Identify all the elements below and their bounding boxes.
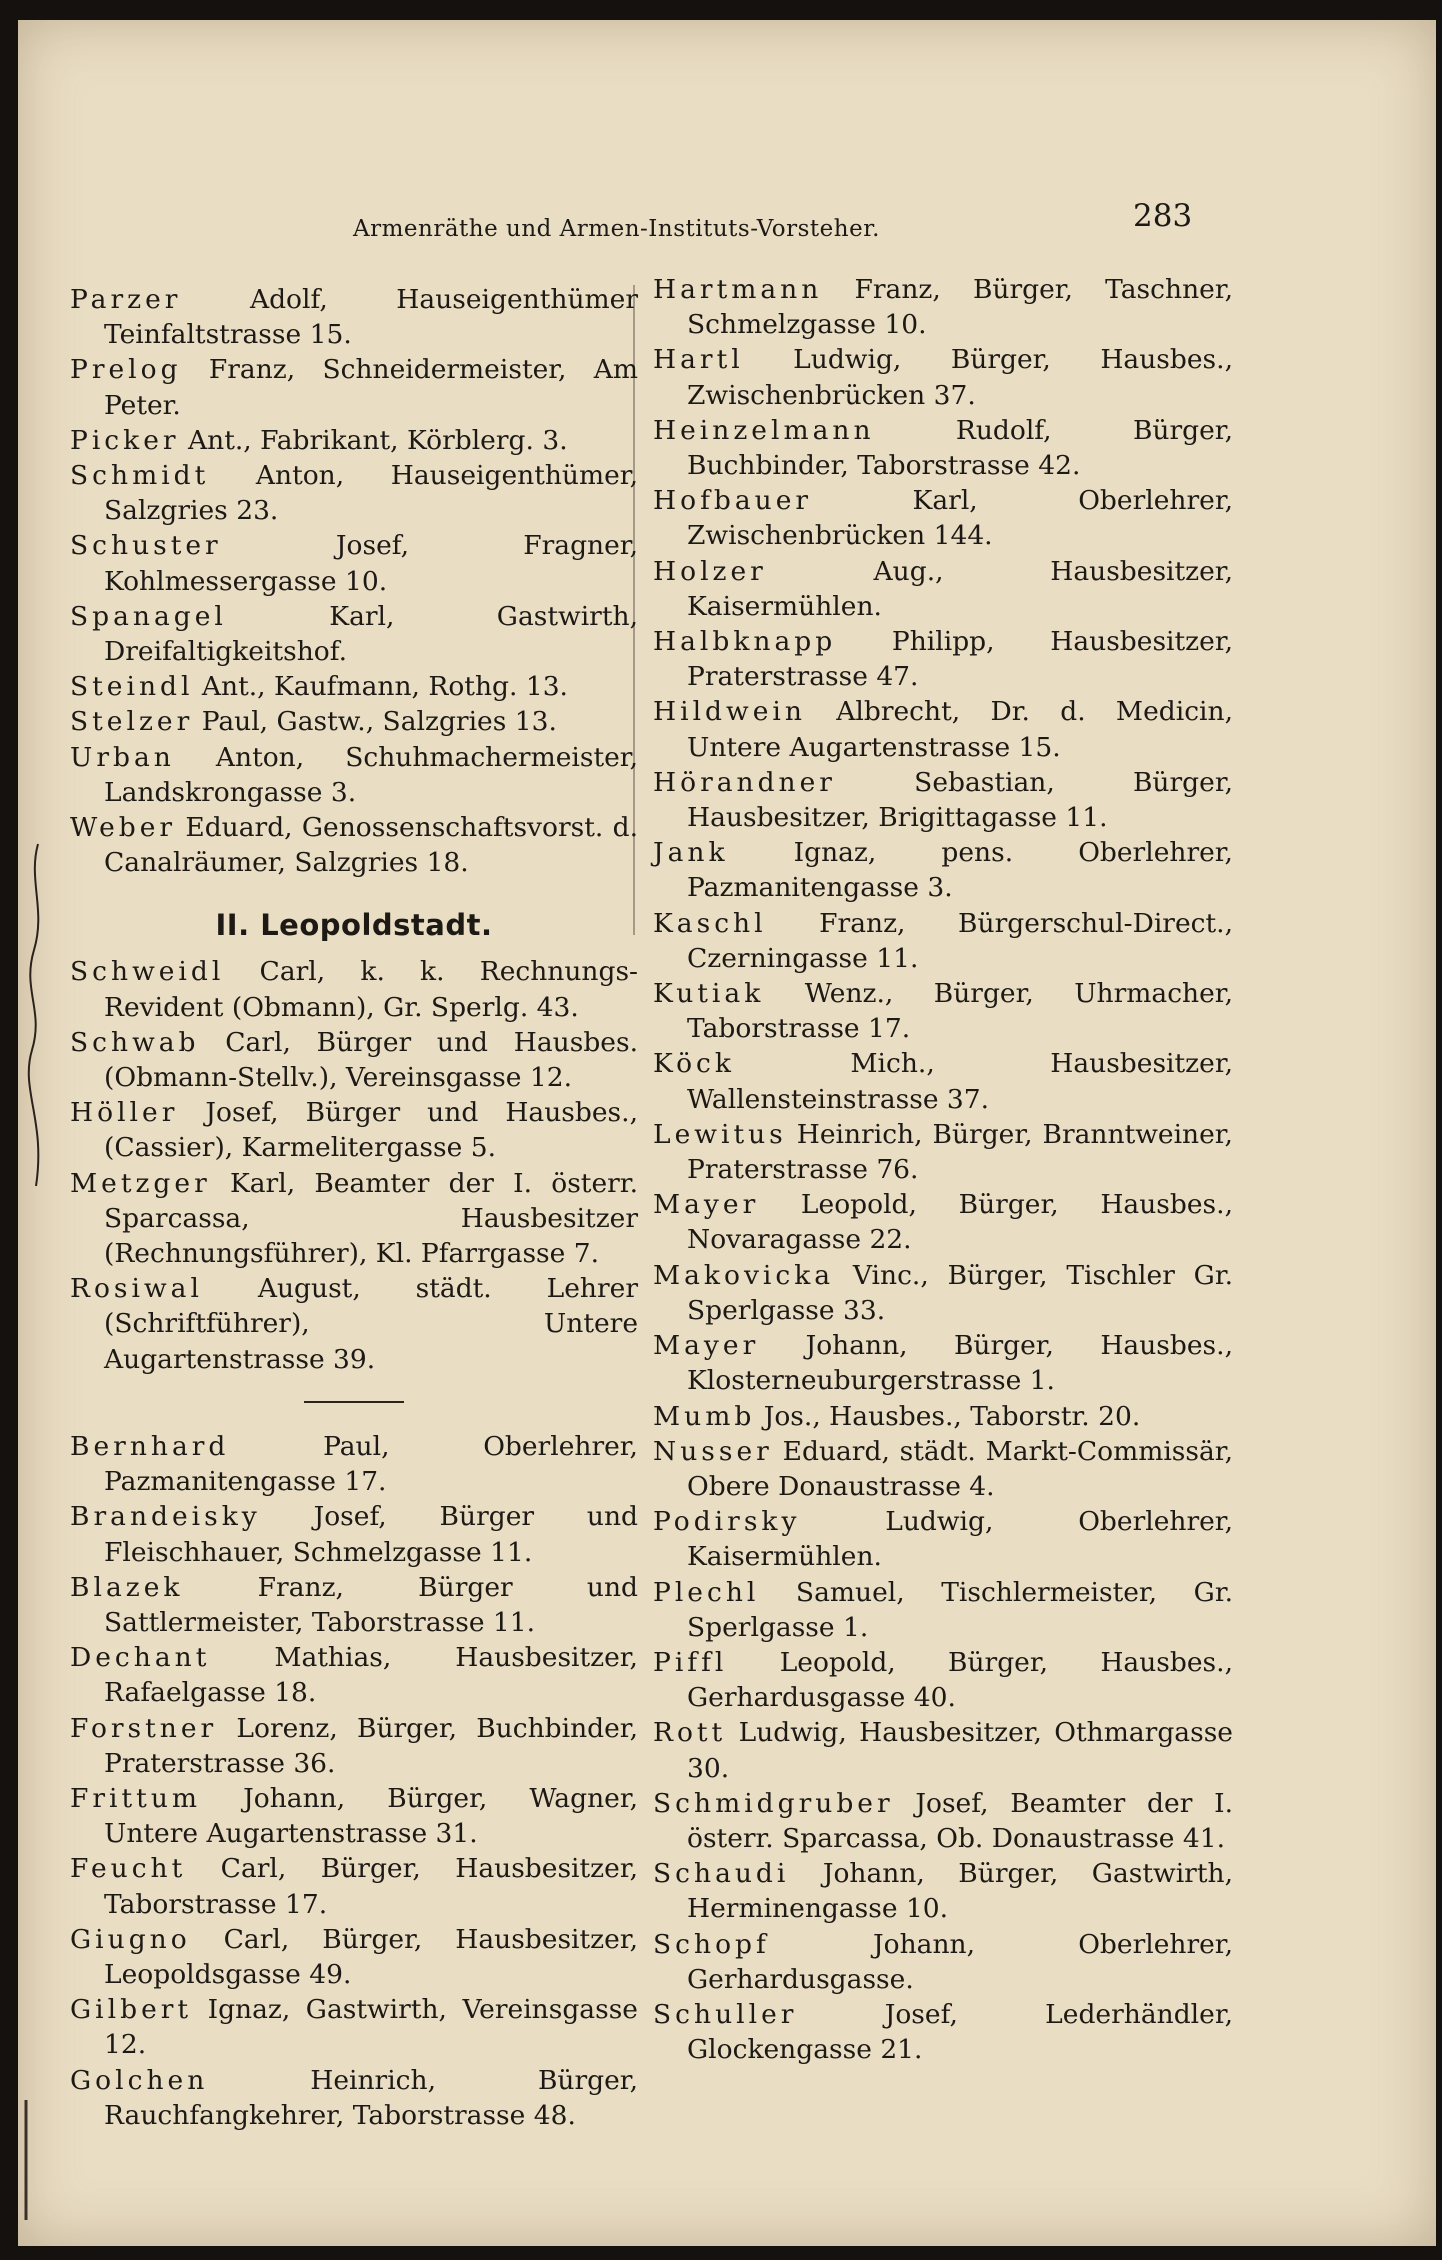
entry-details: Eduard, städt. Markt-Commissär, Obere Donaustrasse 4. bbox=[687, 1435, 1233, 1502]
entry-details: Karl, Oberlehrer, Zwischenbrücken 144. bbox=[687, 485, 1233, 552]
entry-details: August, städt. Lehrer (Schriftführer), Untere Augartenstrasse 39. bbox=[104, 1273, 638, 1375]
entry-surname: Schmidgruber bbox=[653, 1787, 894, 1819]
list-entry bbox=[653, 1434, 1233, 1504]
entry-surname: Holzer bbox=[653, 555, 767, 587]
entry-details: Ludwig, Hausbesitzer, Othmargasse 30. bbox=[687, 1717, 1233, 1784]
list-entry bbox=[653, 1328, 1233, 1398]
entry-details: Aug., Hausbesitzer, Kaisermühlen. bbox=[687, 555, 1233, 622]
entry-surname: Bernhard bbox=[70, 1430, 230, 1462]
pencil-margin-mark bbox=[24, 840, 50, 1190]
entry-details: Ant., Fabrikant, Körblerg. 3. bbox=[179, 424, 568, 456]
entry-details: Leopold, Bürger, Hausbes., Novaragasse 22. bbox=[687, 1189, 1233, 1256]
entry-surname: Schmidt bbox=[70, 460, 210, 492]
list-entry bbox=[70, 1271, 638, 1377]
entry-surname: Brandeisky bbox=[70, 1501, 261, 1533]
separator-rule bbox=[304, 1401, 404, 1403]
entry-surname: Halbknapp bbox=[653, 626, 837, 658]
entry-details: Paul, Gastw., Salzgries 13. bbox=[193, 706, 557, 738]
list-entry bbox=[653, 1399, 1233, 1434]
entry-surname: Podirsky bbox=[653, 1506, 801, 1538]
entry-surname: Schwab bbox=[70, 1026, 200, 1058]
list-entry bbox=[70, 1640, 638, 1710]
list-entry bbox=[70, 1095, 638, 1165]
entry-details: Johann, Bürger, Wagner, Untere Augartenstrasse 31. bbox=[104, 1782, 638, 1850]
entry-list-top bbox=[70, 282, 638, 880]
entry-details: Ludwig, Oberlehrer, Kaisermühlen. bbox=[687, 1506, 1233, 1573]
entry-surname: Makovicka bbox=[653, 1259, 835, 1291]
entry-details: Karl, Beamter der I. österr. Sparcassa, Hausbesitzer (Rechnungsführer), Kl. Pfarrgasse 7. bbox=[104, 1167, 638, 1270]
entry-details: Franz, Bürger, Taschner, Schmelzgasse 10. bbox=[687, 274, 1233, 341]
entry-details: Ignaz, Gastwirth, Vereinsgasse 12. bbox=[104, 1994, 638, 2061]
list-entry bbox=[653, 413, 1233, 483]
list-entry bbox=[70, 810, 638, 880]
list-entry bbox=[70, 704, 638, 739]
entry-details: Anton, Schuhmachermeister, Landskrongasse 3. bbox=[104, 741, 638, 808]
list-entry bbox=[70, 1570, 638, 1640]
entry-details: Philipp, Hausbesitzer, Praterstrasse 47. bbox=[687, 626, 1233, 693]
list-entry bbox=[653, 1715, 1233, 1785]
list-entry bbox=[70, 1992, 638, 2062]
entry-surname: Köck bbox=[653, 1048, 735, 1080]
entry-details: Anton, Hauseigenthümer, Salzgries 23. bbox=[104, 460, 638, 527]
entry-surname: Mayer bbox=[653, 1330, 760, 1362]
list-entry bbox=[653, 624, 1233, 694]
list-entry bbox=[653, 1645, 1233, 1715]
list-entry bbox=[653, 694, 1233, 764]
entry-list-bottom bbox=[70, 1429, 638, 2133]
entry-details: Heinrich, Bürger, Branntweiner, Praterstrasse 76. bbox=[687, 1118, 1233, 1186]
entry-details: Vinc., Bürger, Tischler Gr. Sperlgasse 33. bbox=[687, 1259, 1233, 1326]
entry-details: Franz, Schneidermeister, Am Peter. bbox=[104, 354, 638, 421]
list-entry bbox=[70, 669, 638, 704]
entry-surname: Heinzelmann bbox=[653, 414, 875, 446]
entry-details: Johann, Oberlehrer, Gerhardusgasse. bbox=[687, 1928, 1233, 1995]
entry-surname: Mumb bbox=[653, 1400, 756, 1432]
entry-surname: Urban bbox=[70, 741, 175, 773]
entry-details: Eduard, Genossenschaftsvorst. d. Canalräumer, Salzgries 18. bbox=[104, 812, 638, 879]
list-entry bbox=[70, 2063, 638, 2133]
entry-details: Leopold, Bürger, Hausbes., Gerhardusgasse 40. bbox=[687, 1646, 1233, 1714]
list-entry bbox=[70, 599, 638, 669]
entry-surname: Stelzer bbox=[70, 706, 194, 738]
entry-surname: Parzer bbox=[70, 284, 182, 315]
running-title: Armenräthe und Armen-Instituts-Vorsteher. bbox=[353, 216, 880, 242]
entry-surname: Lewitus bbox=[653, 1118, 787, 1150]
list-entry bbox=[70, 1851, 638, 1921]
entry-surname: Blazek bbox=[70, 1571, 184, 1603]
list-entry bbox=[653, 483, 1233, 553]
entry-surname: Schweidl bbox=[70, 956, 225, 988]
list-entry bbox=[653, 1117, 1233, 1187]
entry-surname: Gilbert bbox=[70, 1994, 193, 2026]
entry-surname: Kaschl bbox=[653, 907, 767, 939]
list-entry bbox=[70, 1429, 638, 1499]
entry-details: Paul, Oberlehrer, Pazmanitengasse 17. bbox=[104, 1430, 638, 1498]
page-header bbox=[18, 198, 1436, 248]
list-entry bbox=[653, 272, 1233, 342]
entry-surname: Metzger bbox=[70, 1167, 211, 1199]
entry-details: Johann, Bürger, Hausbes., Klosterneuburgerstrasse 1. bbox=[687, 1330, 1233, 1397]
list-entry bbox=[653, 765, 1233, 835]
list-entry bbox=[653, 1187, 1233, 1257]
section-heading: II. Leopoldstadt. bbox=[215, 908, 493, 943]
entry-surname: Picker bbox=[70, 424, 180, 456]
entry-details: Mich., Hausbesitzer, Wallensteinstrasse 37. bbox=[687, 1048, 1233, 1115]
list-entry bbox=[653, 1786, 1233, 1856]
entry-surname: Schaudi bbox=[653, 1858, 790, 1890]
entry-details: Josef, Bürger und Fleischhauer, Schmelzgasse 11. bbox=[104, 1501, 638, 1568]
entry-surname: Kutiak bbox=[653, 978, 765, 1010]
page-number: 283 bbox=[1133, 198, 1193, 234]
entry-details: Wenz., Bürger, Uhrmacher, Taborstrasse 17. bbox=[687, 978, 1233, 1045]
list-entry bbox=[70, 1711, 638, 1781]
list-entry bbox=[70, 1025, 638, 1095]
entry-surname: Schuster bbox=[70, 530, 222, 562]
entry-list-section bbox=[70, 954, 638, 1376]
entry-details: Ignaz, pens. Oberlehrer, Pazmanitengasse 3. bbox=[687, 837, 1233, 904]
list-entry bbox=[653, 1258, 1233, 1328]
entry-surname: Höller bbox=[70, 1097, 179, 1129]
entry-details: Albrecht, Dr. d. Medicin, Untere Augartenstrasse 15. bbox=[687, 696, 1233, 763]
list-entry bbox=[653, 1856, 1233, 1926]
left-column bbox=[70, 282, 638, 2133]
entry-surname: Prelog bbox=[70, 354, 182, 386]
list-entry bbox=[653, 1575, 1233, 1645]
entry-surname: Forstner bbox=[70, 1712, 218, 1744]
entry-surname: Nusser bbox=[653, 1435, 773, 1467]
entry-details: Sebastian, Bürger, Hausbesitzer, Brigittagasse 11. bbox=[687, 766, 1233, 834]
entry-details: Johann, Bürger, Gastwirth, Herminengasse 10. bbox=[687, 1858, 1233, 1925]
entry-details: Josef, Beamter der I. österr. Sparcassa, Ob. Donaustrasse 41. bbox=[687, 1787, 1233, 1854]
entry-details: Samuel, Tischlermeister, Gr. Sperlgasse 1. bbox=[687, 1576, 1233, 1643]
list-entry bbox=[653, 342, 1233, 412]
entry-details: Carl, Bürger, Hausbesitzer, Taborstrasse 17. bbox=[104, 1853, 638, 1920]
list-entry bbox=[70, 740, 638, 810]
entry-surname: Hildwein bbox=[653, 696, 806, 728]
entry-surname: Schopf bbox=[653, 1928, 770, 1960]
entry-surname: Schuller bbox=[653, 1998, 798, 2030]
entry-surname: Dechant bbox=[70, 1642, 211, 1674]
list-entry bbox=[70, 1781, 638, 1851]
entry-surname: Hörandner bbox=[653, 766, 836, 798]
entry-details: Josef, Bürger und Hausbes., (Cassier), Karmelitergasse 5. bbox=[104, 1097, 638, 1164]
paper-edge-mark bbox=[22, 2100, 30, 2220]
entry-details: Mathias, Hausbesitzer, Rafaelgasse 18. bbox=[104, 1642, 638, 1709]
entry-surname: Plechl bbox=[653, 1576, 760, 1608]
entry-list-right bbox=[653, 272, 1233, 2067]
list-entry bbox=[70, 1166, 638, 1272]
list-entry bbox=[653, 976, 1233, 1046]
entry-surname: Hartl bbox=[653, 344, 744, 376]
book-page bbox=[18, 20, 1436, 2246]
entry-details: Franz, Bürgerschul-Direct., Czerningasse 11. bbox=[687, 907, 1233, 974]
list-entry bbox=[70, 954, 638, 1024]
list-entry bbox=[653, 554, 1233, 624]
entry-surname: Piffl bbox=[653, 1646, 728, 1678]
entry-details: Jos., Hausbes., Taborstr. 20. bbox=[755, 1400, 1141, 1432]
right-column bbox=[653, 272, 1233, 2067]
list-entry bbox=[653, 1927, 1233, 1997]
entry-surname: Rott bbox=[653, 1717, 727, 1749]
entry-details: Carl, k. k. Rechnungs-Revident (Obmann), Gr. Sperlg. 43. bbox=[104, 956, 638, 1023]
entry-surname: Giugno bbox=[70, 1923, 191, 1955]
list-entry bbox=[653, 1504, 1233, 1574]
entry-surname: Steindl bbox=[70, 671, 194, 703]
entry-surname: Mayer bbox=[653, 1189, 760, 1221]
entry-surname: Spanagel bbox=[70, 600, 227, 632]
entry-details: Carl, Bürger, Hausbesitzer, Leopoldsgasse 49. bbox=[104, 1923, 638, 1990]
list-entry bbox=[70, 458, 638, 528]
entry-details: Heinrich, Bürger, Rauchfangkehrer, Taborstrasse 48. bbox=[104, 2064, 638, 2131]
entry-surname: Frittum bbox=[70, 1782, 202, 1814]
entry-details: Karl, Gastwirth, Dreifaltigkeitshof. bbox=[104, 600, 638, 668]
entry-details: Josef, Fragner, Kohlmessergasse 10. bbox=[104, 530, 638, 597]
entry-surname: Hofbauer bbox=[653, 485, 813, 517]
entry-surname: Feucht bbox=[70, 1853, 187, 1885]
entry-details: Josef, Lederhändler, Glockengasse 21. bbox=[687, 1998, 1233, 2066]
entry-details: Franz, Bürger und Sattlermeister, Taborstrasse 11. bbox=[104, 1571, 638, 1638]
entry-surname: Weber bbox=[70, 812, 177, 844]
entry-surname: Golchen bbox=[70, 2064, 209, 2096]
list-entry bbox=[70, 282, 638, 352]
list-entry bbox=[70, 1922, 638, 1992]
entry-details: Ludwig, Bürger, Hausbes., Zwischenbrücken 37. bbox=[687, 344, 1233, 411]
entry-surname: Jank bbox=[653, 837, 729, 869]
list-entry bbox=[653, 1997, 1233, 2067]
list-entry bbox=[653, 1046, 1233, 1116]
entry-surname: Hartmann bbox=[653, 274, 823, 305]
list-entry bbox=[653, 906, 1233, 976]
list-entry bbox=[70, 423, 638, 458]
entry-details: Ant., Kaufmann, Rothg. 13. bbox=[193, 671, 568, 703]
entry-details: Rudolf, Bürger, Buchbinder, Taborstrasse 42. bbox=[687, 414, 1233, 482]
entry-details: Lorenz, Bürger, Buchbinder, Praterstrasse 36. bbox=[104, 1712, 638, 1779]
list-entry bbox=[653, 835, 1233, 905]
entry-details: Carl, Bürger und Hausbes. (Obmann-Stellv.), Vereinsgasse 12. bbox=[104, 1026, 638, 1094]
entry-surname: Rosiwal bbox=[70, 1273, 203, 1305]
list-entry bbox=[70, 352, 638, 422]
list-entry bbox=[70, 1499, 638, 1569]
list-entry bbox=[70, 528, 638, 598]
entry-details: Adolf, Hauseigenthümer Teinfaltstrasse 15. bbox=[104, 284, 638, 351]
